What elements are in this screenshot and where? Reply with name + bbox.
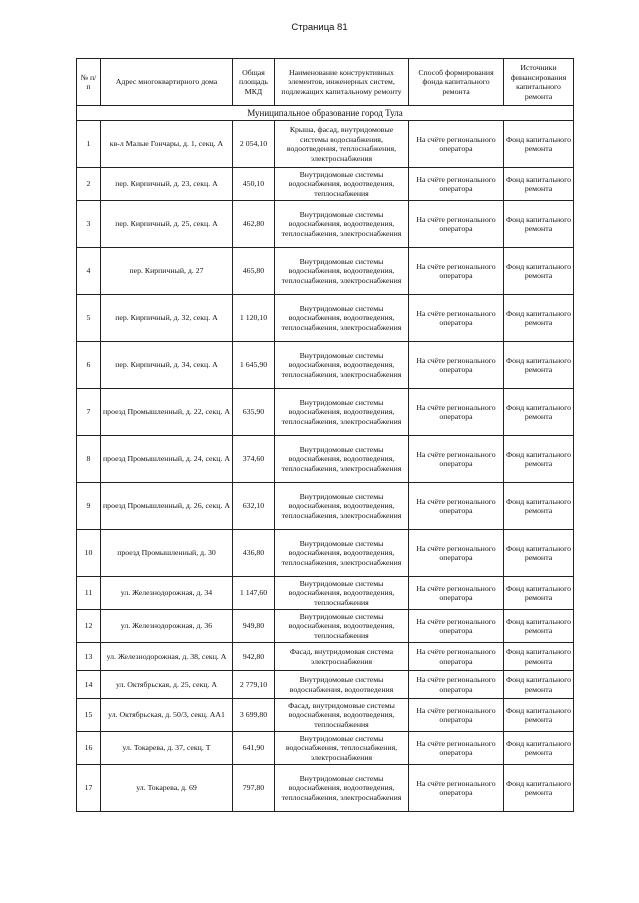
- cell-address: пер. Кирпичный, д. 25, секц. А: [101, 201, 233, 248]
- cell-method: На счёте регионального оператора: [409, 671, 504, 699]
- cell-source: Фонд капитального ремонта: [504, 201, 574, 248]
- table-row: [77, 577, 574, 610]
- cell-source: Фонд капитального ремонта: [504, 765, 574, 812]
- cell-method: На счёте регионального оператора: [409, 577, 504, 610]
- cell-area: 1 645,90: [233, 342, 275, 389]
- header-area: Общая площадь МКД: [233, 59, 275, 106]
- cell-source: Фонд капитального ремонта: [504, 168, 574, 201]
- cell-elements: Внутридомовые системы водоснабжения, водоотведения, теплоснабжения, электроснабжения: [275, 765, 409, 812]
- cell-address: ул. Токарева, д. 37, секц. Т: [101, 732, 233, 765]
- cell-address: ул. Железнодорожная, д. 34: [101, 577, 233, 610]
- cell-method: На счёте регионального оператора: [409, 201, 504, 248]
- cell-num: 9: [77, 483, 101, 530]
- cell-elements: Внутридомовые системы водоснабжения, водоотведения, теплоснабжения, электроснабжения: [275, 436, 409, 483]
- cell-source: Фонд капитального ремонта: [504, 732, 574, 765]
- cell-num: 6: [77, 342, 101, 389]
- cell-elements: Фасад, внутридомовые системы водоснабжения, водоотведения, теплоснабжения: [275, 699, 409, 732]
- cell-area: 635,90: [233, 389, 275, 436]
- cell-address: проезд Промышленный, д. 30: [101, 530, 233, 577]
- cell-method: На счёте регионального оператора: [409, 732, 504, 765]
- municipality-row: [77, 106, 574, 121]
- cell-num: 7: [77, 389, 101, 436]
- cell-area: 2 779,10: [233, 671, 275, 699]
- cell-address: ул. Железнодорожная, д. 38, секц. А: [101, 643, 233, 671]
- cell-method: На счёте регионального оператора: [409, 121, 504, 168]
- cell-elements: Внутридомовые системы водоснабжения, водоотведения, теплоснабжения, электроснабжения: [275, 530, 409, 577]
- cell-elements: Крыша, фасад, внутридомовые системы водоснабжения, водоотведения, теплоснабжения, электроснабжения: [275, 121, 409, 168]
- header-method: Способ формирования фонда капитального ремонта: [409, 59, 504, 106]
- cell-address: проезд Промышленный, д. 26, секц. А: [101, 483, 233, 530]
- municipality-title: Муниципальное образование город Тула: [77, 106, 574, 121]
- cell-elements: Внутридомовые системы водоснабжения, водоотведения, теплоснабжения, электроснабжения: [275, 342, 409, 389]
- header-source: Источники финансирования капитального ремонта: [504, 59, 574, 106]
- table-row: [77, 248, 574, 295]
- cell-source: Фонд капитального ремонта: [504, 577, 574, 610]
- cell-elements: Фасад, внутридомовая система электроснабжения: [275, 643, 409, 671]
- cell-address: кв-л Малые Гончары, д. 1, секц. А: [101, 121, 233, 168]
- cell-area: 1 120,10: [233, 295, 275, 342]
- cell-num: 3: [77, 201, 101, 248]
- cell-address: пер. Кирпичный, д. 23, секц. А: [101, 168, 233, 201]
- cell-elements: Внутридомовые системы водоснабжения, водоотведения, теплоснабжения, электроснабжения: [275, 248, 409, 295]
- table-row: [77, 732, 574, 765]
- table-row: [77, 610, 574, 643]
- page-number-label: Страница 81: [291, 22, 348, 33]
- cell-method: На счёте регионального оператора: [409, 699, 504, 732]
- cell-area: 797,80: [233, 765, 275, 812]
- table-row: [77, 483, 574, 530]
- cell-num: 1: [77, 121, 101, 168]
- cell-num: 14: [77, 671, 101, 699]
- cell-num: 2: [77, 168, 101, 201]
- cell-method: На счёте регионального оператора: [409, 643, 504, 671]
- cell-address: проезд Промышленный, д. 22, секц. А: [101, 389, 233, 436]
- table-row: [77, 671, 574, 699]
- cell-method: На счёте регионального оператора: [409, 295, 504, 342]
- cell-source: Фонд капитального ремонта: [504, 248, 574, 295]
- cell-elements: Внутридомовые системы водоснабжения, водоотведения: [275, 671, 409, 699]
- cell-method: На счёте регионального оператора: [409, 436, 504, 483]
- table-row: [77, 765, 574, 812]
- cell-source: Фонд капитального ремонта: [504, 389, 574, 436]
- cell-elements: Внутридомовые системы водоснабжения, водоотведения, теплоснабжения: [275, 610, 409, 643]
- cell-area: 1 147,60: [233, 577, 275, 610]
- table-row: [77, 699, 574, 732]
- cell-source: Фонд капитального ремонта: [504, 121, 574, 168]
- cell-num: 16: [77, 732, 101, 765]
- table-row: [77, 295, 574, 342]
- cell-area: 436,80: [233, 530, 275, 577]
- cell-address: ул. Железнодорожная, д. 36: [101, 610, 233, 643]
- cell-address: пер. Кирпичный, д. 32, секц. А: [101, 295, 233, 342]
- cell-area: 641,90: [233, 732, 275, 765]
- table-row: [77, 121, 574, 168]
- table-row: [77, 168, 574, 201]
- cell-elements: Внутридомовые системы водоснабжения, водоотведения, теплоснабжения, электроснабжения: [275, 483, 409, 530]
- cell-source: Фонд капитального ремонта: [504, 610, 574, 643]
- cell-elements: Внутридомовые системы водоснабжения, водоотведения, теплоснабжения: [275, 577, 409, 610]
- cell-area: 949,80: [233, 610, 275, 643]
- cell-source: Фонд капитального ремонта: [504, 342, 574, 389]
- cell-source: Фонд капитального ремонта: [504, 530, 574, 577]
- cell-method: На счёте регионального оператора: [409, 342, 504, 389]
- cell-area: 450,10: [233, 168, 275, 201]
- repair-register-table: [76, 58, 574, 812]
- cell-source: Фонд капитального ремонта: [504, 643, 574, 671]
- cell-source: Фонд капитального ремонта: [504, 699, 574, 732]
- cell-num: 13: [77, 643, 101, 671]
- table-row: [77, 436, 574, 483]
- cell-area: 942,80: [233, 643, 275, 671]
- table-row: [77, 342, 574, 389]
- cell-method: На счёте регионального оператора: [409, 168, 504, 201]
- cell-elements: Внутридомовые системы водоснабжения, водоотведения, теплоснабжения: [275, 168, 409, 201]
- cell-elements: Внутридомовые системы водоснабжения, водоотведения, теплоснабжения, электроснабжения: [275, 295, 409, 342]
- cell-address: пер. Кирпичный, д. 27: [101, 248, 233, 295]
- cell-area: 465,80: [233, 248, 275, 295]
- header-elements: Наименование конструктивных элементов, инженерных систем, подлежащих капитальному ремонту: [275, 59, 409, 106]
- cell-address: проезд Промышленный, д. 24, секц. А: [101, 436, 233, 483]
- cell-source: Фонд капитального ремонта: [504, 295, 574, 342]
- cell-num: 17: [77, 765, 101, 812]
- cell-num: 12: [77, 610, 101, 643]
- cell-address: ул. Октябрьская, д. 50/3, секц. АА1: [101, 699, 233, 732]
- cell-source: Фонд капитального ремонта: [504, 436, 574, 483]
- header-address: Адрес многоквартирного дома: [101, 59, 233, 106]
- table-row: [77, 389, 574, 436]
- cell-num: 8: [77, 436, 101, 483]
- cell-num: 5: [77, 295, 101, 342]
- cell-method: На счёте регионального оператора: [409, 530, 504, 577]
- cell-method: На счёте регионального оператора: [409, 389, 504, 436]
- cell-address: ул. Токарева, д. 69: [101, 765, 233, 812]
- cell-address: ул. Октябрьская, д. 25, секц. А: [101, 671, 233, 699]
- cell-num: 10: [77, 530, 101, 577]
- cell-method: На счёте регионального оператора: [409, 483, 504, 530]
- table-row: [77, 643, 574, 671]
- cell-num: 11: [77, 577, 101, 610]
- cell-elements: Внутридомовые системы водоснабжения, водоотведения, теплоснабжения, электроснабжения: [275, 389, 409, 436]
- cell-area: 3 699,80: [233, 699, 275, 732]
- table-row: [77, 201, 574, 248]
- cell-source: Фонд капитального ремонта: [504, 671, 574, 699]
- cell-elements: Внутридомовые системы водоснабжения, водоотведения, теплоснабжения, электроснабжения: [275, 201, 409, 248]
- cell-area: 374,60: [233, 436, 275, 483]
- header-num: № п/п: [77, 59, 101, 106]
- cell-source: Фонд капитального ремонта: [504, 483, 574, 530]
- cell-elements: Внутридомовые системы водоснабжения, теплоснабжения, электроснабжения: [275, 732, 409, 765]
- cell-area: 2 054,10: [233, 121, 275, 168]
- cell-address: пер. Кирпичный, д. 34, секц. А: [101, 342, 233, 389]
- cell-method: На счёте регионального оператора: [409, 248, 504, 295]
- cell-area: 632,10: [233, 483, 275, 530]
- cell-area: 462,80: [233, 201, 275, 248]
- cell-num: 4: [77, 248, 101, 295]
- cell-method: На счёте регионального оператора: [409, 765, 504, 812]
- table-header-row: [77, 59, 574, 106]
- cell-method: На счёте регионального оператора: [409, 610, 504, 643]
- cell-num: 15: [77, 699, 101, 732]
- table-row: [77, 530, 574, 577]
